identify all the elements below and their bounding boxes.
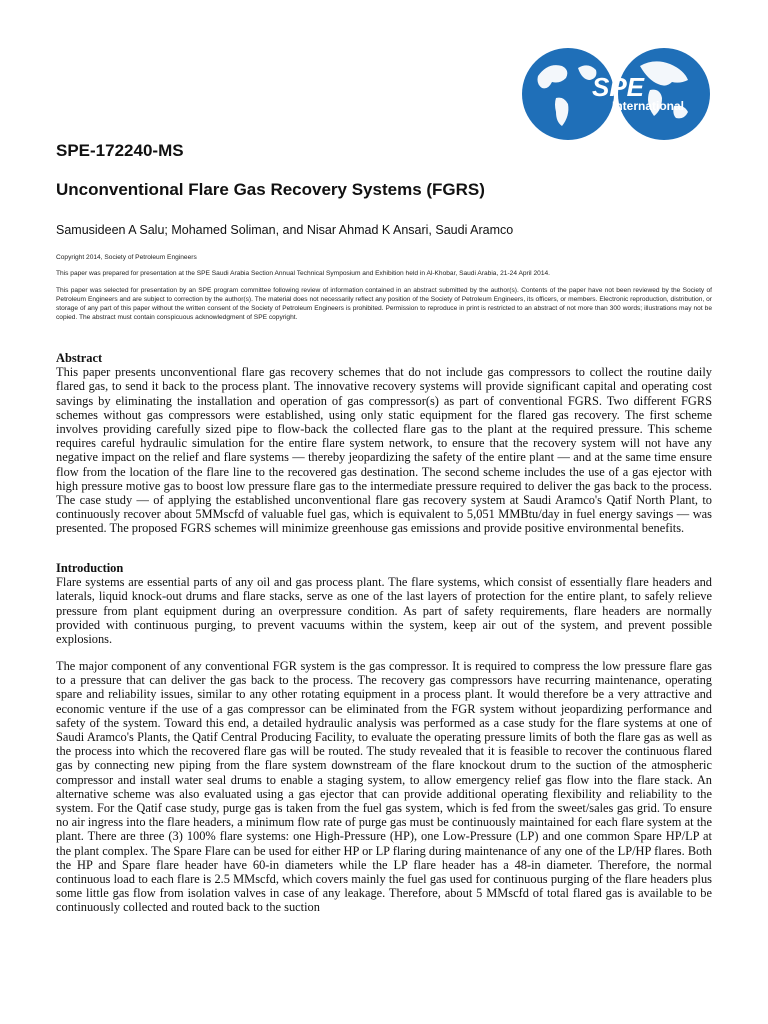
copyright-notice: Copyright 2014, Society of Petroleum Engineers (56, 254, 197, 261)
paper-id: SPE-172240-MS (56, 141, 184, 160)
abstract-section (56, 351, 712, 536)
presentation-notice: This paper was prepared for presentation at the SPE Saudi Arabia Section Annual Technical Symposium and Exhibition held in Al-Khobar, Saudi Arabia, 21-24 April 2014. (56, 270, 550, 277)
disclaimer-notice: This paper was selected for presentation by an SPE program committee following review of information contained in an abstract submitted by the author(s). Contents of the paper have not been reviewed by the Society of Petroleum Engineers and are subject to correction by the author(s). The material does not necessarily reflect any position of the Society of Petroleum Engineers, its officers, or members. Electronic reproduction, distribution, or storage of any part of this paper without the written consent of the Society of Petroleum Engineers is prohibited. Permission to reproduce in print is restricted to an abstract of not more than 300 words; illustrations may not be copied. The abstract must contain conspicuous acknowledgment of SPE copyright. (56, 287, 712, 321)
abstract-heading: Abstract (56, 351, 103, 365)
paper-title: Unconventional Flare Gas Recovery Systems (FGRS) (56, 180, 485, 199)
introduction-section (56, 561, 712, 646)
introduction-paragraph-1: Flare systems are essential parts of any oil and gas process plant. The flare systems, which consist of essentially flare headers and laterals, liquid knock-out drums and flare stacks, serve as one of the last layers of protection for the entire plant, to safely relieve pressure from plant equipment during an overpressure condition. As part of safety requirements, flare headers are normally provided with continuous purging, to prevent vacuums within the system, keep air out of the system, and prevent possible explosions. (56, 575, 712, 647)
paper-authors: Samusideen A Salu; Mohamed Soliman, and Nisar Ahmad K Ansari, Saudi Aramco (56, 223, 514, 237)
introduction-paragraph-2-block (56, 659, 712, 915)
introduction-heading: Introduction (56, 561, 124, 575)
abstract-body: This paper presents unconventional flare gas recovery schemes that do not include gas compressors to collect the routine daily flared gas, to send it back to the process plant. The innovative recovery systems will provide significant capital and operating cost savings by eliminating the installation and operation of gas compressor(s) as part of conventional FGRS. Two different FGRS schemes without gas compressors were established, using only static equipment for the flared gas recovery. The first scheme involves providing carefully sized pipe to flow-back the collected flare gas to the plant at the required pressure. This scheme requires careful hydraulic simulation for the entire flare system network, to ensure that the recovery system will not have any negative impact on the relief and flare systems — thereby jeopardizing the safety of the entire plant — and at the same time ensure flow from the location of the flare line to the recovered gas destination. The second scheme includes the use of a gas ejector with high pressure motive gas to boost low pressure flare gas to the intermediate pressure required to deliver the gas back to the process. The case study — of applying the established unconventional flare gas recovery system at Saudi Aramco's Qatif North Plant, to continuously recover about 5MMscfd of valuable fuel gas, which is equivalent to 5,051 MMBtu/day in fuel energy savings — was presented. The proposed FGRS schemes will minimize greenhouse gas emissions and provide positive environmental benefits. (56, 365, 712, 536)
introduction-paragraph-2: The major component of any conventional FGR system is the gas compressor. It is required to compress the low pressure flare gas to a pressure that can deliver the gas back to the process. The recovery gas compressors have recurring maintenance, operating spare and reliability issues, similar to any other rotating equipment in a process plant. It would therefore be a very attractive and economic venture if the use of a gas compressor can be eliminated from the FGR system without jeopardizing performance and safety of the system. Toward this end, a detailed hydraulic analysis was performed as a case study for the flare systems at one of Saudi Aramco's Plants, the Qatif Central Producing Facility, to evaluate the operating pressure limits of both the flare gas as well as the process into which the recovered flare gas will be routed. The study revealed that it is feasible to recover the continuous flared gas by connecting new piping from the flare system downstream of the flare knockout drum to the suction of the atmospheric compressor and install water seal drums to enable a staging system, to allow emergency relief gas flow into the flare stack. An alternative scheme was also evaluated using a gas ejector that can provide additional operating flexibility and reliability to the system. For the Qatif case study, purge gas is taken from the fuel gas system, which is fed from the sweet/sales gas grid. To ensure no air ingress into the flare headers, a minimum flow rate of purge gas must be continuously maintained for each flare system at the plant. There are three (3) 100% flare systems: one High-Pressure (HP), one Low-Pressure (LP) and one common Spare HP/LP at the plant complex. The Spare Flare can be used for either HP or LP flaring during maintenance of any one of the LP/HP flares. Both the HP and Spare flare header have 60-in diameters while the LP flare header has a 48-in diameter. Therefore, the normal continuous load to each flare is 2.5 MMscfd, which covers mainly the fuel gas used for continuous purging of the flare headers plus some little gas flow from isolation valves in case of any leakage. Therefore, about 5 MMscfd of total flared gas is available to be continuously collected and routed back to the suction (56, 659, 712, 915)
logo-text-international: International (611, 99, 685, 113)
spe-international-logo-icon (520, 46, 712, 142)
logo-text-spe: SPE (591, 72, 645, 102)
